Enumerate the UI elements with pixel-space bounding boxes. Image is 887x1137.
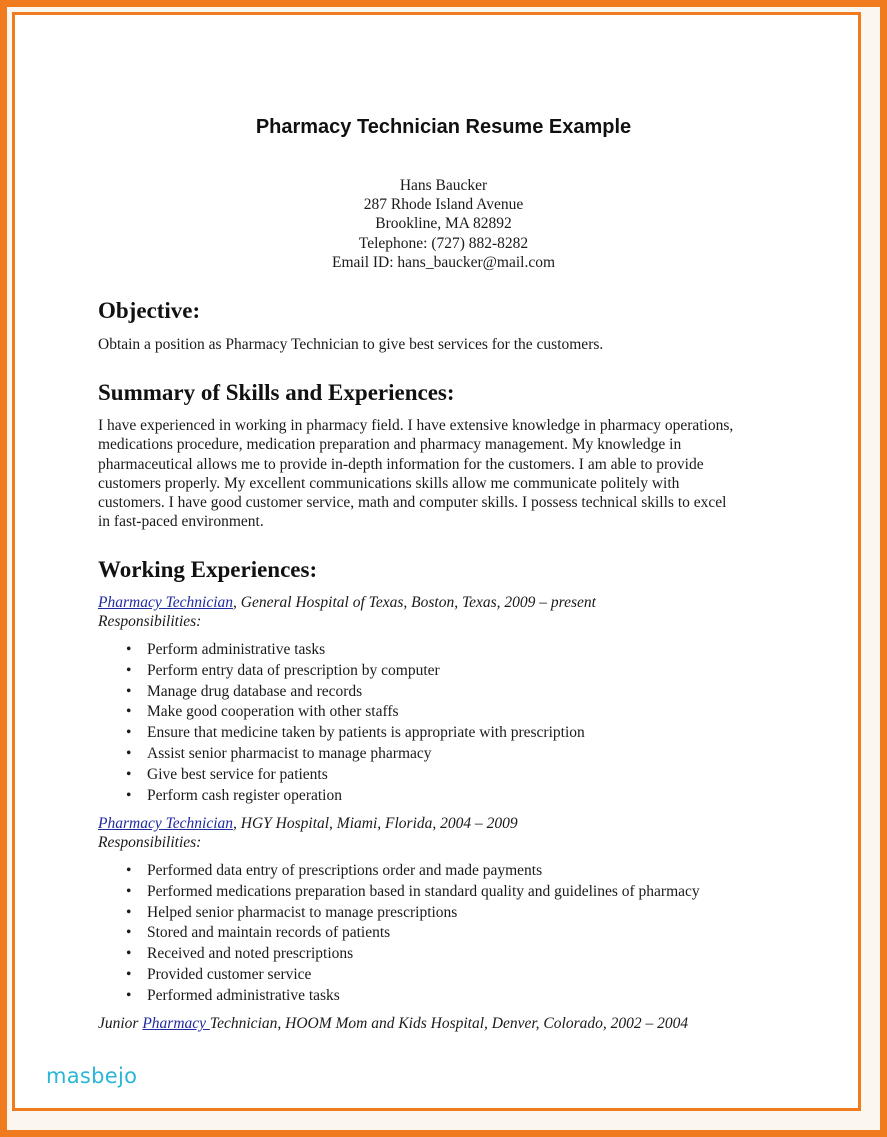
list-item: • Assist senior pharmacist to manage pharmacy [122,744,585,765]
list-item: • Manage drug database and records [122,682,585,703]
summary-line: I have experienced in working in pharmacy field. I have extensive knowledge in pharmacy operations, [98,417,734,434]
job-3-title-link[interactable]: Pharmacy [142,1015,210,1032]
job-2-responsibilities-label: Responsibilities: [98,834,202,852]
list-item: • Performed data entry of prescriptions order and made payments [122,861,700,882]
list-item: • Make good cooperation with other staffs [122,702,585,723]
job-2-details: , HGY Hospital, Miami, Florida, 2004 – 2009 [233,815,518,832]
list-item: • Perform administrative tasks [122,640,585,661]
contact-city: Brookline, MA 82892 [375,215,512,233]
job-3-details: Technician, HOOM Mom and Kids Hospital, Denver, Colorado, 2002 – 2004 [209,1015,689,1032]
experience-heading: Working Experiences: [98,557,318,582]
contact-address: 287 Rhode Island Avenue [363,196,524,214]
objective-text: Obtain a position as Pharmacy Technician to give best services for the customers. [98,336,604,353]
list-item: • Helped senior pharmacist to manage prescriptions [122,903,700,924]
job-1-title-link[interactable]: Pharmacy Technician [98,594,234,611]
watermark-logo: masbejo [46,1064,138,1088]
list-item: • Give best service for patients [122,765,585,786]
summary-heading: Summary of Skills and Experiences: [98,380,455,405]
summary-line: medications procedure, medication preparation and pharmacy management. My knowledge in [98,436,682,454]
contact-block [0,176,887,272]
list-item: • Performed medications preparation based in standard quality and guidelines of pharmacy [122,882,700,903]
list-item: • Perform cash register operation [122,786,585,807]
job-3-header [98,1014,798,1033]
job-1-responsibilities-list [122,640,585,806]
objective-heading: Objective: [98,298,201,323]
job-3-prefix: Junior [98,1015,143,1032]
document-title: Pharmacy Technician Resume Example [255,116,632,138]
job-2-responsibilities-list [122,861,700,1007]
contact-name: Hans Baucker [399,177,488,194]
job-1-details: , General Hospital of Texas, Boston, Texas, 2009 – present [233,594,596,611]
contact-telephone: Telephone: (727) 882-8282 [358,234,529,252]
summary-text [98,416,798,532]
list-item: • Performed administrative tasks [122,986,700,1007]
job-2-title-link[interactable]: Pharmacy Technician [98,815,234,832]
list-item: • Perform entry data of prescription by computer [122,661,585,682]
list-item: • Stored and maintain records of patients [122,923,700,944]
list-item: • Provided customer service [122,965,700,986]
job-1-header [98,593,798,632]
summary-line: pharmaceutical allows me to provide in-depth information for the customers. I am able to provide [98,455,704,473]
job-2-header [98,814,798,853]
list-item: • Received and noted prescriptions [122,944,700,965]
summary-line: customers. I have good customer service, math and computer skills. I possess technical skills to excel [98,494,727,512]
list-item: • Ensure that medicine taken by patients is appropriate with prescription [122,723,585,744]
summary-line: in fast-paced environment. [98,513,264,531]
summary-line: customers properly. My excellent communications skills allow me communicate politely with [98,474,680,492]
job-1-responsibilities-label: Responsibilities: [98,613,202,631]
contact-email: Email ID: hans_baucker@mail.com [331,253,556,271]
